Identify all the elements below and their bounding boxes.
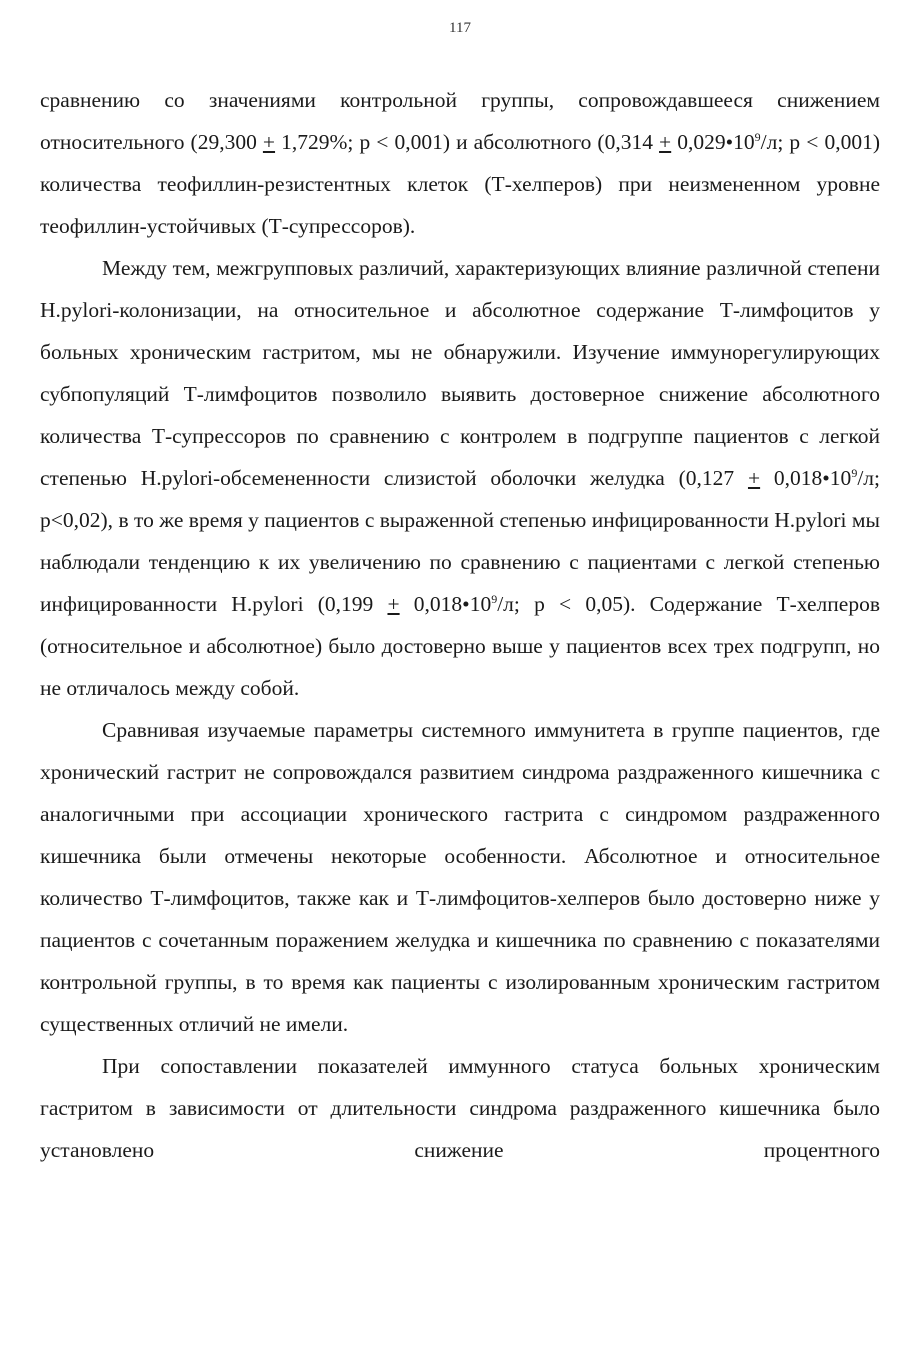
paragraph: сравнению со значениями контрольной группы, сопровождавшееся снижением относительного (29,300 + 1,729%; p < 0,001) и абсолютного ($0,314 + 0,029•10^9/л$; p < 0,001) количества теофиллин-резистентных клеток (Т-хелперов) при неизмененном уровне теофиллин-устойчивых (Т-супрессоров).	[40, 88, 880, 238]
plus-minus-sign: +	[747, 466, 761, 490]
plus-minus-sign: +	[262, 130, 276, 154]
body-text	[40, 79, 880, 1171]
plus-minus-sign: +	[659, 130, 672, 154]
superscript: 9	[851, 465, 858, 480]
paragraph: При сопоставлении показателей иммунного статуса больных хроническим гастритом в зависимости от длительности синдрома раздраженного кишечника было установлено снижение процентного	[40, 1054, 880, 1162]
paragraph: Сравнивая изучаемые параметры системного иммунитета в группе пациентов, где хронический гастрит не сопровождался развитием синдрома раздраженного кишечника с аналогичными при ассоциации хронического гастрита с синдромом раздраженного кишечника были отмечены некоторые особенности. Абсолютное и относительное количество Т-лимфоцитов, также как и Т-лимфоцитов-хелперов было достоверно ниже у пациентов с сочетанным поражением желудка и кишечника по сравнению с показателями контрольной группы, в то время как пациенты с изолированным хроническим гастритом существенных отличий не имели.	[40, 718, 880, 1036]
superscript: 9	[754, 129, 761, 144]
page-number: 117	[449, 20, 471, 36]
superscript: 9	[491, 591, 498, 606]
paragraph: Между тем, межгрупповых различий, характеризующих влияние различной степени H.pylori-колонизации, на относительное и абсолютное содержание Т-лимфоцитов у больных хроническим гастритом, мы не обнаружили. Изучение иммунорегулирующих субпопуляций Т-лимфоцитов позволило выявить достоверное снижение абсолютного количества Т-супрессоров по сравнению с контролем в подгруппе пациентов с легкой степенью H.pylori-обсемененности слизистой оболочки желудка ($0,127 + 0,018•10^9/л$; p<0,02), в то же время у пациентов с выраженной степенью инфицированности H.pylori мы наблюдали тенденцию к их увеличению по сравнению с пациентами с легкой степенью инфицированности H.pylori ($0,199 + 0,018•10^9/л$; p < 0,05). Содержание Т-хелперов (относительное и абсолютное) было достоверно выше у пациентов всех трех подгрупп, но не отличалось между собой.	[40, 256, 880, 700]
plus-minus-sign: +	[387, 592, 400, 616]
